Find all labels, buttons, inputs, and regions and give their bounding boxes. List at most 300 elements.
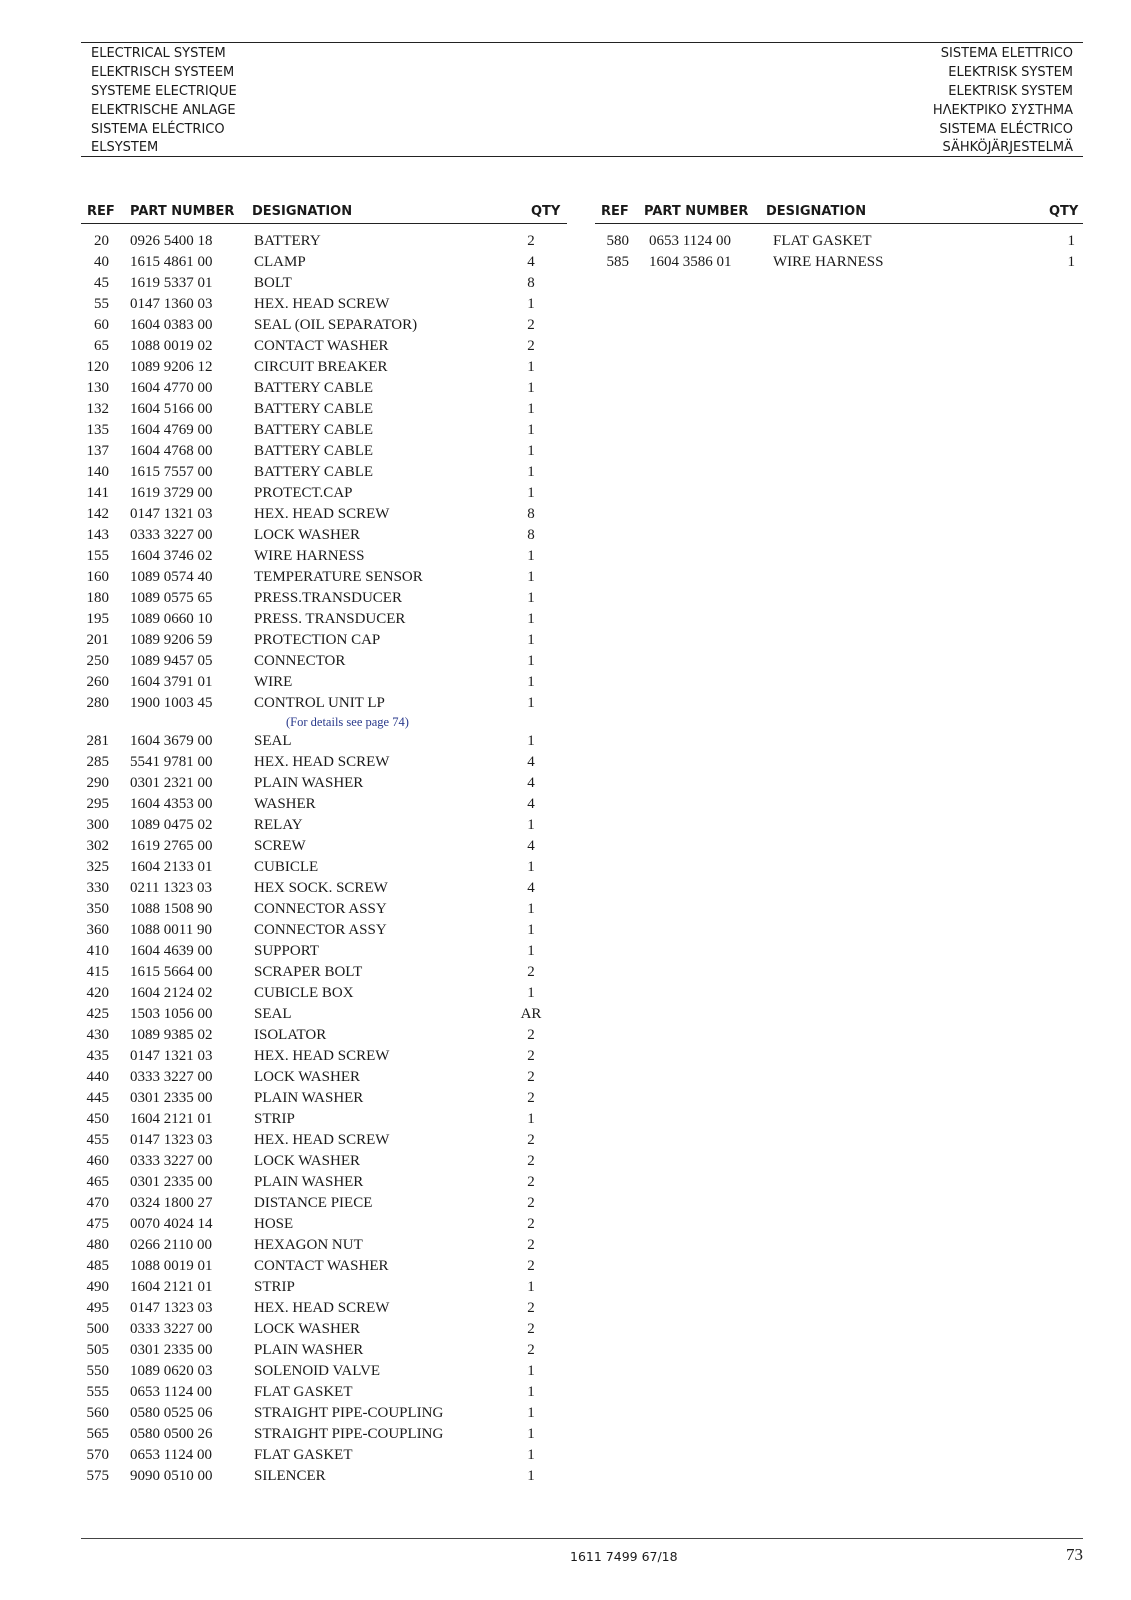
ref-cell: 475 <box>86 1216 109 1232</box>
qty-cell: AR <box>520 1006 542 1022</box>
table-row <box>81 567 567 588</box>
designation-cell: HEX. HEAD SCREW <box>254 506 390 522</box>
ref-cell: 120 <box>86 359 109 375</box>
ref-cell: 415 <box>86 964 109 980</box>
qty-cell: 2 <box>527 1237 535 1253</box>
qty-cell: 4 <box>527 838 535 854</box>
table-row <box>81 651 567 672</box>
part-number-cell: 1604 3586 01 <box>649 254 732 270</box>
qty-cell: 1 <box>527 359 535 375</box>
part-number-cell: 1604 5166 00 <box>130 401 213 417</box>
qty-cell: 1 <box>527 380 535 396</box>
ref-cell: 565 <box>86 1426 109 1442</box>
ref-cell: 455 <box>86 1132 109 1148</box>
header-titles-right <box>933 45 1073 158</box>
ref-cell: 580 <box>606 233 629 249</box>
qty-cell: 1 <box>527 901 535 917</box>
designation-cell: BATTERY CABLE <box>254 464 374 480</box>
table-row <box>81 546 567 567</box>
qty-cell: 2 <box>527 233 535 249</box>
qty-cell: 1 <box>527 674 535 690</box>
table-row <box>81 588 567 609</box>
column-ref-header: REF <box>87 204 115 219</box>
ref-cell: 130 <box>86 380 109 396</box>
ref-cell: 60 <box>94 317 109 333</box>
qty-cell: 8 <box>527 275 535 291</box>
designation-cell: BATTERY CABLE <box>254 380 374 396</box>
designation-cell: SILENCER <box>254 1468 326 1484</box>
part-number-cell: 1604 4770 00 <box>130 380 213 396</box>
part-number-cell: 0333 3227 00 <box>130 527 213 543</box>
designation-cell: HEX. HEAD SCREW <box>254 1300 390 1316</box>
table-row <box>81 983 567 1004</box>
part-number-cell: 0147 1323 03 <box>130 1132 213 1148</box>
ref-cell: 460 <box>86 1153 109 1169</box>
ref-cell: 290 <box>86 775 109 791</box>
qty-cell: 1 <box>527 1363 535 1379</box>
designation-cell: FLAT GASKET <box>254 1447 353 1463</box>
table-row <box>81 1424 567 1445</box>
designation-cell: SEAL <box>254 1006 292 1022</box>
ref-cell: 40 <box>94 254 109 270</box>
ref-cell: 160 <box>86 569 109 585</box>
designation-cell: SEAL (OIL SEPARATOR) <box>254 317 418 333</box>
part-number-cell: 0147 1360 03 <box>130 296 213 312</box>
designation-cell: STRAIGHT PIPE-COUPLING <box>254 1405 444 1421</box>
part-number-cell: 1615 5664 00 <box>130 964 213 980</box>
column-qty-header: QTY <box>1049 204 1079 219</box>
designation-cell: PRESS. TRANSDUCER <box>254 611 406 627</box>
designation-cell: DISTANCE PIECE <box>254 1195 373 1211</box>
qty-cell: 4 <box>527 880 535 896</box>
header-title-line: ELEKTRISK SYSTEM <box>948 83 1073 99</box>
table-row <box>81 752 567 773</box>
part-number-cell: 1088 0019 02 <box>130 338 213 354</box>
designation-cell: SUPPORT <box>254 943 319 959</box>
designation-cell: CONNECTOR ASSY <box>254 901 387 917</box>
designation-cell: CONNECTOR ASSY <box>254 922 387 938</box>
qty-cell: 1 <box>527 1468 535 1484</box>
part-number-cell: 1089 9206 59 <box>130 632 213 648</box>
ref-cell: 445 <box>86 1090 109 1106</box>
designation-cell: WIRE HARNESS <box>773 254 884 270</box>
qty-cell: 4 <box>527 775 535 791</box>
ref-cell: 440 <box>86 1069 109 1085</box>
table-row <box>81 1172 567 1193</box>
designation-cell: CIRCUIT BREAKER <box>254 359 388 375</box>
qty-cell: 8 <box>527 527 535 543</box>
ref-cell: 570 <box>86 1447 109 1463</box>
part-number-cell: 1604 4769 00 <box>130 422 213 438</box>
qty-cell: 2 <box>527 964 535 980</box>
designation-cell: PLAIN WASHER <box>254 1174 364 1190</box>
qty-cell: 1 <box>527 1405 535 1421</box>
table-row <box>81 920 567 941</box>
qty-cell: 1 <box>527 1279 535 1295</box>
part-number-cell: 1604 4639 00 <box>130 943 213 959</box>
table-row <box>81 836 567 857</box>
ref-cell: 560 <box>86 1405 109 1421</box>
designation-cell: WIRE <box>254 674 293 690</box>
designation-cell: STRIP <box>254 1279 295 1295</box>
ref-cell: 155 <box>86 548 109 564</box>
part-number-cell: 1088 0011 90 <box>130 922 212 938</box>
header-title-line: SISTEMA ELETTRICO <box>940 46 1073 61</box>
part-number-cell: 0926 5400 18 <box>130 233 213 249</box>
part-number-cell: 1604 3746 02 <box>130 548 213 564</box>
column-designation-header: DESIGNATION <box>252 204 353 219</box>
column-part-number-header: PART NUMBER <box>130 204 235 219</box>
ref-cell: 470 <box>86 1195 109 1211</box>
ref-cell: 585 <box>606 254 629 270</box>
header-title-line: ΗΛΕΚΤΡΙΚΟ ΣΥΣΤΗΜΑ <box>932 102 1073 118</box>
ref-cell: 465 <box>86 1174 109 1190</box>
qty-cell: 1 <box>527 464 535 480</box>
table-row <box>595 231 1083 252</box>
ref-cell: 302 <box>86 838 109 854</box>
header-title-line: ELEKTRISCHE ANLAGE <box>91 102 236 118</box>
part-number-cell: 0333 3227 00 <box>130 1069 213 1085</box>
part-number-cell: 0580 0525 06 <box>130 1405 213 1421</box>
ref-cell: 300 <box>86 817 109 833</box>
part-number-cell: 0653 1124 00 <box>130 1447 212 1463</box>
part-number-cell: 0301 2335 00 <box>130 1174 213 1190</box>
table-row <box>81 483 567 504</box>
designation-cell: CONNECTOR <box>254 653 346 669</box>
qty-cell: 1 <box>527 1111 535 1127</box>
designation-cell: ISOLATOR <box>254 1027 327 1043</box>
table-row <box>81 1256 567 1277</box>
table-row <box>81 357 567 378</box>
designation-cell: HEX SOCK. SCREW <box>254 880 388 896</box>
qty-cell: 1 <box>527 733 535 749</box>
qty-cell: 1 <box>527 695 535 711</box>
table-body <box>595 231 1083 273</box>
designation-cell: BATTERY CABLE <box>254 443 374 459</box>
ref-cell: 65 <box>94 338 109 354</box>
parts-table-left <box>81 200 567 1487</box>
part-number-cell: 1619 5337 01 <box>130 275 213 291</box>
designation-cell: BATTERY <box>254 233 321 249</box>
ref-cell: 505 <box>86 1342 109 1358</box>
qty-cell: 2 <box>527 1048 535 1064</box>
page-number: 73 <box>1066 1545 1083 1564</box>
part-number-cell: 0333 3227 00 <box>130 1321 213 1337</box>
table-row <box>81 231 567 252</box>
ref-cell: 575 <box>86 1468 109 1484</box>
designation-cell: STRIP <box>254 1111 295 1127</box>
part-number-cell: 1089 9206 12 <box>130 359 213 375</box>
table-row <box>81 1193 567 1214</box>
part-number-cell: 1615 7557 00 <box>130 464 213 480</box>
table-row <box>81 815 567 836</box>
ref-cell: 435 <box>86 1048 109 1064</box>
part-number-cell: 1604 2124 02 <box>130 985 213 1001</box>
ref-cell: 55 <box>94 296 109 312</box>
qty-cell: 1 <box>527 859 535 875</box>
ref-cell: 485 <box>86 1258 109 1274</box>
part-number-cell: 0147 1321 03 <box>130 506 213 522</box>
table-row <box>81 1025 567 1046</box>
qty-cell: 1 <box>1067 254 1075 270</box>
qty-cell: 1 <box>527 590 535 606</box>
table-row <box>81 1361 567 1382</box>
table-header <box>81 200 567 224</box>
designation-cell: SOLENOID VALVE <box>254 1363 380 1379</box>
designation-cell: PROTECT.CAP <box>254 485 353 501</box>
table-row <box>81 441 567 462</box>
table-row <box>595 252 1083 273</box>
ref-cell: 260 <box>86 674 109 690</box>
ref-cell: 495 <box>86 1300 109 1316</box>
part-number-cell: 1900 1003 45 <box>130 695 213 711</box>
part-number-cell: 0580 0500 26 <box>130 1426 213 1442</box>
qty-cell: 8 <box>527 506 535 522</box>
qty-cell: 2 <box>527 1069 535 1085</box>
part-number-cell: 0301 2321 00 <box>130 775 213 791</box>
ref-cell: 410 <box>86 943 109 959</box>
qty-cell: 1 <box>527 296 535 312</box>
designation-cell: HEXAGON NUT <box>254 1237 363 1253</box>
ref-cell: 140 <box>86 464 109 480</box>
qty-cell: 1 <box>527 922 535 938</box>
part-number-cell: 0301 2335 00 <box>130 1090 213 1106</box>
ref-cell: 45 <box>94 275 109 291</box>
part-number-cell: 1604 4768 00 <box>130 443 213 459</box>
qty-cell: 4 <box>527 754 535 770</box>
table-row <box>81 1403 567 1424</box>
header-title-line: ELEKTRISK SYSTEM <box>948 64 1073 80</box>
designation-cell: PLAIN WASHER <box>254 1342 364 1358</box>
part-number-cell: 0653 1124 00 <box>649 233 731 249</box>
header-title-line: SISTEMA ELÉCTRICO <box>939 121 1073 137</box>
qty-cell: 4 <box>527 254 535 270</box>
qty-cell: 1 <box>527 485 535 501</box>
part-number-cell: 1088 1508 90 <box>130 901 213 917</box>
qty-cell: 2 <box>527 338 535 354</box>
ref-cell: 132 <box>86 401 109 417</box>
header-title-line: ELSYSTEM <box>91 140 159 156</box>
qty-cell: 1 <box>527 985 535 1001</box>
qty-cell: 1 <box>1067 233 1075 249</box>
parts-table-right <box>595 200 1083 273</box>
column-ref-header: REF <box>601 204 629 219</box>
qty-cell: 2 <box>527 1027 535 1043</box>
qty-cell: 2 <box>527 1195 535 1211</box>
ref-cell: 555 <box>86 1384 109 1400</box>
part-number-cell: 1604 3679 00 <box>130 733 213 749</box>
ref-cell: 143 <box>86 527 109 543</box>
designation-cell: WASHER <box>254 796 316 812</box>
designation-cell: HEX. HEAD SCREW <box>254 296 390 312</box>
part-number-cell: 1089 9385 02 <box>130 1027 213 1043</box>
column-qty-header: QTY <box>531 204 561 219</box>
designation-cell: PLAIN WASHER <box>254 1090 364 1106</box>
ref-cell: 295 <box>86 796 109 812</box>
part-number-cell: 0070 4024 14 <box>130 1216 213 1232</box>
ref-cell: 425 <box>86 1006 109 1022</box>
table-header <box>595 200 1083 224</box>
ref-cell: 330 <box>86 880 109 896</box>
ref-cell: 350 <box>86 901 109 917</box>
qty-cell: 2 <box>527 1090 535 1106</box>
qty-cell: 1 <box>527 1447 535 1463</box>
part-number-cell: 1089 0575 65 <box>130 590 213 606</box>
ref-cell: 280 <box>86 695 109 711</box>
part-number-cell: 0211 1323 03 <box>130 880 212 896</box>
table-row <box>81 252 567 273</box>
table-row <box>81 504 567 525</box>
part-number-cell: 0301 2335 00 <box>130 1342 213 1358</box>
qty-cell: 1 <box>527 548 535 564</box>
designation-cell: PLAIN WASHER <box>254 775 364 791</box>
header-title-line: ELECTRICAL SYSTEM <box>91 46 226 61</box>
header-title-line: SYSTEME ELECTRIQUE <box>91 83 237 99</box>
designation-cell: SCRAPER BOLT <box>254 964 363 980</box>
designation-cell: RELAY <box>254 817 303 833</box>
table-row <box>81 794 567 815</box>
table-row <box>81 941 567 962</box>
qty-cell: 2 <box>527 1321 535 1337</box>
table-row <box>81 1319 567 1340</box>
table-row <box>81 609 567 630</box>
ref-cell: 360 <box>86 922 109 938</box>
table-row <box>81 630 567 651</box>
ref-cell: 135 <box>86 422 109 438</box>
ref-cell: 325 <box>86 859 109 875</box>
part-number-cell: 1619 3729 00 <box>130 485 213 501</box>
table-row <box>81 1466 567 1487</box>
table-row <box>81 693 567 714</box>
table-row <box>81 336 567 357</box>
designation-cell: LOCK WASHER <box>254 1321 360 1337</box>
part-number-cell: 0147 1323 03 <box>130 1300 213 1316</box>
qty-cell: 1 <box>527 611 535 627</box>
table-row <box>81 1109 567 1130</box>
designation-cell: STRAIGHT PIPE-COUPLING <box>254 1426 444 1442</box>
qty-cell: 1 <box>527 443 535 459</box>
table-row <box>81 773 567 794</box>
table-row <box>81 672 567 693</box>
part-number-cell: 1503 1056 00 <box>130 1006 213 1022</box>
designation-cell: LOCK WASHER <box>254 1069 360 1085</box>
part-number-cell: 1089 0620 03 <box>130 1363 213 1379</box>
designation-cell: CONTACT WASHER <box>254 338 389 354</box>
part-number-cell: 0147 1321 03 <box>130 1048 213 1064</box>
ref-cell: 281 <box>86 733 109 749</box>
header-title-line: ELEKTRISCH SYSTEEM <box>91 64 235 80</box>
designation-cell: LOCK WASHER <box>254 527 360 543</box>
qty-cell: 2 <box>527 1132 535 1148</box>
table-row <box>81 1046 567 1067</box>
qty-cell: 1 <box>527 401 535 417</box>
designation-cell: WIRE HARNESS <box>254 548 365 564</box>
part-number-cell: 1604 2121 01 <box>130 1111 213 1127</box>
designation-cell: SEAL <box>254 733 292 749</box>
ref-cell: 142 <box>86 506 109 522</box>
table-row <box>81 294 567 315</box>
see-page-note: (For details see page 74) <box>286 715 409 729</box>
part-number-cell: 0653 1124 00 <box>130 1384 212 1400</box>
part-number-cell: 1089 0660 10 <box>130 611 213 627</box>
table-row <box>81 1088 567 1109</box>
qty-cell: 1 <box>527 653 535 669</box>
table-row <box>81 1382 567 1403</box>
column-part-number-header: PART NUMBER <box>644 204 749 219</box>
qty-cell: 1 <box>527 1426 535 1442</box>
designation-cell: HEX. HEAD SCREW <box>254 754 390 770</box>
designation-cell: PROTECTION CAP <box>254 632 381 648</box>
designation-cell: PRESS.TRANSDUCER <box>254 590 402 606</box>
ref-cell: 250 <box>86 653 109 669</box>
ref-cell: 180 <box>86 590 109 606</box>
table-body <box>81 231 567 1487</box>
qty-cell: 1 <box>527 632 535 648</box>
qty-cell: 1 <box>527 569 535 585</box>
table-row <box>81 857 567 878</box>
ref-cell: 450 <box>86 1111 109 1127</box>
designation-cell: BATTERY CABLE <box>254 422 374 438</box>
qty-cell: 2 <box>527 1342 535 1358</box>
part-number-cell: 9090 0510 00 <box>130 1468 213 1484</box>
ref-cell: 480 <box>86 1237 109 1253</box>
part-number-cell: 1619 2765 00 <box>130 838 213 854</box>
part-number-cell: 1089 9457 05 <box>130 653 213 669</box>
designation-cell: BOLT <box>254 275 292 291</box>
part-number-cell: 1089 0475 02 <box>130 817 213 833</box>
designation-cell: CUBICLE BOX <box>254 985 354 1001</box>
part-number-cell: 1615 4861 00 <box>130 254 213 270</box>
designation-cell: CLAMP <box>254 254 306 270</box>
qty-cell: 1 <box>527 422 535 438</box>
part-number-cell: 1088 0019 01 <box>130 1258 213 1274</box>
part-number-cell: 1604 4353 00 <box>130 796 213 812</box>
ref-cell: 490 <box>86 1279 109 1295</box>
part-number-cell: 0333 3227 00 <box>130 1153 213 1169</box>
qty-cell: 1 <box>527 1384 535 1400</box>
qty-cell: 2 <box>527 1258 535 1274</box>
table-row <box>81 962 567 983</box>
document-number: 1611 7499 67/18 <box>570 1549 678 1564</box>
part-number-cell: 1604 3791 01 <box>130 674 213 690</box>
designation-cell: CONTROL UNIT LP <box>254 695 385 711</box>
table-row <box>81 315 567 336</box>
designation-cell: TEMPERATURE SENSOR <box>254 569 423 585</box>
qty-cell: 1 <box>527 817 535 833</box>
part-number-cell: 1604 2133 01 <box>130 859 213 875</box>
designation-cell: FLAT GASKET <box>773 233 872 249</box>
designation-cell: CONTACT WASHER <box>254 1258 389 1274</box>
ref-cell: 20 <box>94 233 109 249</box>
table-row <box>81 1004 567 1025</box>
table-row <box>81 1130 567 1151</box>
part-number-cell: 1089 0574 40 <box>130 569 213 585</box>
ref-cell: 285 <box>86 754 109 770</box>
part-number-cell: 5541 9781 00 <box>130 754 213 770</box>
designation-cell: HOSE <box>254 1216 294 1232</box>
part-number-cell: 0324 1800 27 <box>130 1195 213 1211</box>
qty-cell: 2 <box>527 1174 535 1190</box>
header-titles-left <box>91 45 237 158</box>
designation-cell: HEX. HEAD SCREW <box>254 1048 390 1064</box>
qty-cell: 2 <box>527 1300 535 1316</box>
qty-cell: 2 <box>527 1153 535 1169</box>
designation-cell: LOCK WASHER <box>254 1153 360 1169</box>
table-row <box>81 378 567 399</box>
ref-cell: 195 <box>86 611 109 627</box>
ref-cell: 420 <box>86 985 109 1001</box>
designation-cell: BATTERY CABLE <box>254 401 374 417</box>
